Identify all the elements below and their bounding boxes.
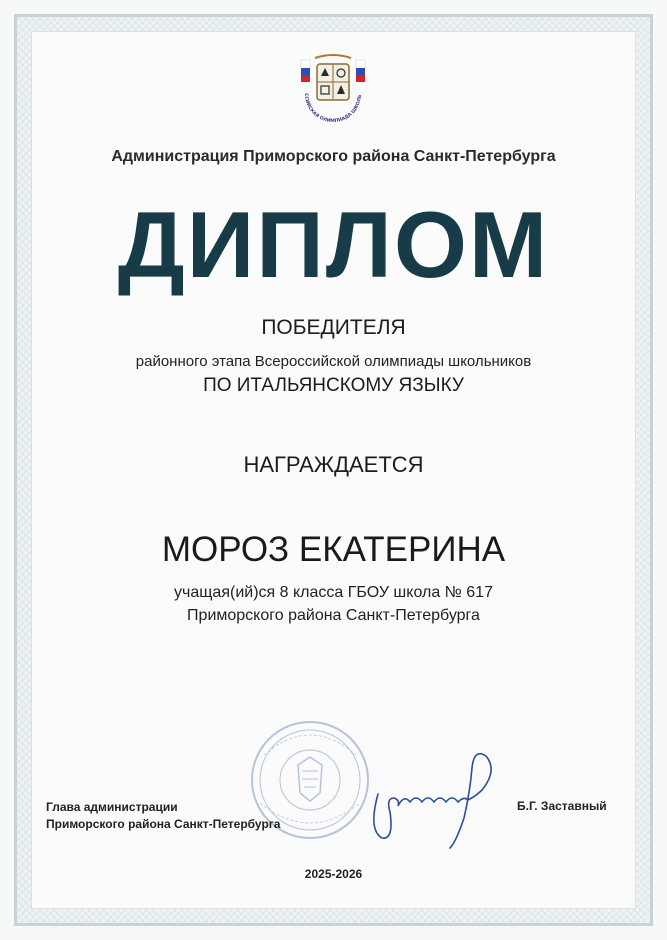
- awarded-label: НАГРАЖДАЕТСЯ: [243, 452, 424, 477]
- recipient-name: МОРОЗ ЕКАТЕРИНА: [161, 530, 506, 569]
- olympiad-subject: ПО ИТАЛЬЯНСКОМУ ЯЗЫКУ: [203, 375, 464, 396]
- administration-title: Администрация Приморского района Санкт-Петербурга: [111, 148, 556, 165]
- emblem-text: ССИЙСКАЯ ОЛИМПИАДА ШКОЛЬ: [302, 93, 364, 125]
- signatory-name: Б.Г. Заставный: [517, 799, 607, 813]
- olympiad-emblem-icon: [287, 54, 379, 136]
- academic-year: 2025-2026: [304, 867, 363, 881]
- signatory-title-line2: Приморского района Санкт-Петербурга: [46, 817, 281, 831]
- signatory-title-line1: Глава администрации: [46, 800, 178, 814]
- handwritten-signature-icon: [360, 742, 510, 852]
- olympiad-stage: районного этапа Всероссийской олимпиады школьников: [135, 353, 532, 370]
- winner-label: ПОБЕДИТЕЛЯ: [261, 316, 406, 339]
- diploma-title: ДИПЛОМ: [117, 192, 550, 297]
- signatory-title: [46, 799, 280, 833]
- recipient-district: Приморского района Санкт-Петербурга: [187, 607, 480, 624]
- recipient-school: учащая(ий)ся 8 класса ГБОУ школа № 617: [174, 584, 493, 601]
